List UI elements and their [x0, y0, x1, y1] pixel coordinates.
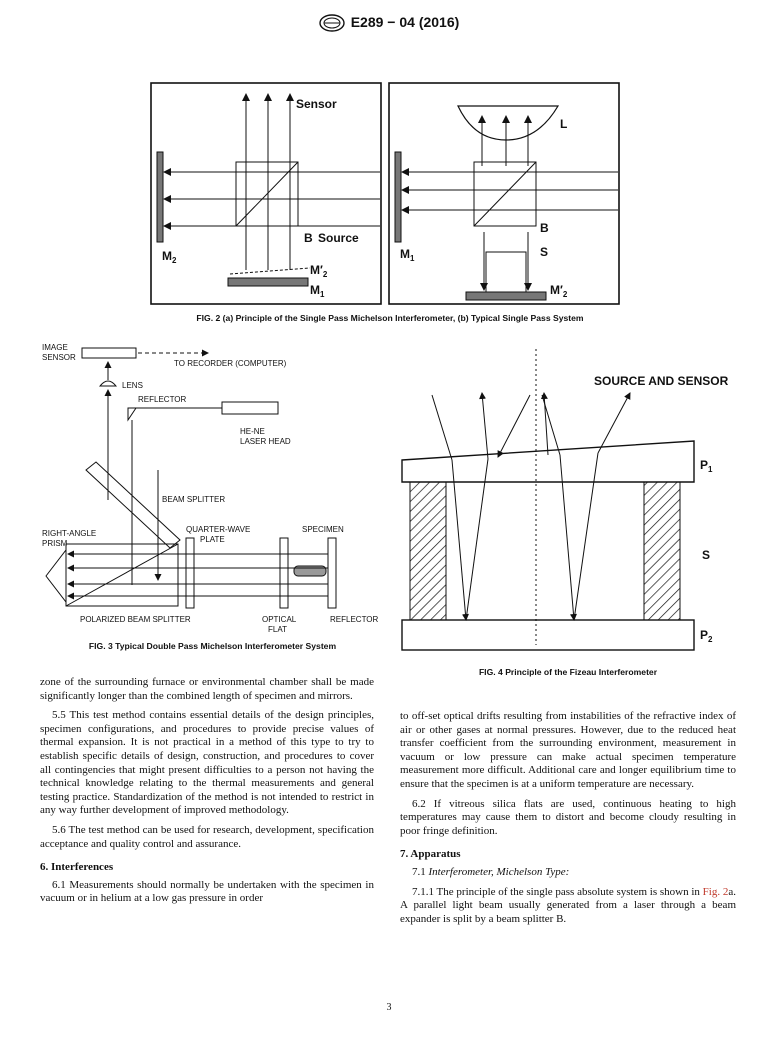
paragraph-5-6: 5.6 The test method can be used for research, development, specification acceptance and quality control and assurance. [40, 823, 374, 850]
paragraph-6-2: 6.2 If vitreous silica flats are used, continuous heating to high temperatures may cause them to distort and become cloudy resulting in poor fringe definition. [400, 797, 736, 837]
figure-4 [398, 345, 738, 657]
label-b2: B [540, 221, 549, 235]
label-specimen: SPECIMEN [302, 525, 344, 534]
label-l: L [560, 117, 568, 131]
label-recorder: TO RECORDER (COMPUTER) [174, 359, 287, 368]
astm-logo-icon [319, 14, 345, 32]
paragraph-6-1: 6.1 Measurements should normally be undertaken with the specimen in vacuum or in helium at a low gas pressure in order [40, 878, 374, 905]
label-m2-prime: $M'_2$ [310, 263, 328, 279]
label-source: Source [318, 231, 359, 245]
label-laser-head: LASER HEAD [240, 437, 291, 446]
label-m2p-b: $M'_2$ [550, 283, 568, 299]
document-header [0, 14, 778, 32]
label-flat: FLAT [268, 625, 287, 634]
label-polarized: POLARIZED BEAM SPLITTER [80, 615, 191, 624]
label-source-sensor: SOURCE AND SENSOR [594, 374, 729, 388]
label-reflector-top: REFLECTOR [138, 395, 187, 404]
figure-3-caption: FIG. 3 Typical Double Pass Michelson Interferometer System [88, 641, 337, 651]
label-m2: $M_2$ [162, 249, 177, 265]
label-beam-splitter: BEAM SPLITTER [162, 495, 226, 504]
paragraph: to off-set optical drifts resulting from instabilities of the refractive index of air or other gases at normal pressures. However, due to the reduced heat transfer coefficient from the surrounding environment, measurement in vacuum or low pressure can make actual specimen temperature measurement more difficult. Additional care and longer equilibrium time to ensure that the specimen is at a uniform temperature are necessary. [400, 710, 736, 790]
label-p1: $P_1$ [700, 458, 713, 474]
label-reflector-right: REFLECTOR [330, 615, 379, 624]
label-s: S [540, 245, 549, 259]
paragraph-7-1-1: 7.1.1 The principle of the single pass absolute system is shown in Fig. 2a. A parallel light beam usually generated from a laser through a beam expander is split by a beam splitter B. [400, 885, 736, 925]
label-plate: PLATE [200, 535, 225, 544]
label-m1b: $M_1$ [400, 247, 415, 263]
label-prism: PRISM [42, 539, 68, 548]
label-optical: OPTICAL [262, 615, 297, 624]
label-hene: HE-NE [240, 427, 265, 436]
label-image: IMAGE [42, 343, 68, 352]
label-m1: $M_1$ [310, 283, 325, 299]
heading-apparatus: 7. Apparatus [400, 848, 461, 861]
label-b: B [304, 231, 313, 245]
label-sensor: Sensor [296, 97, 337, 111]
figure-2b [388, 82, 620, 305]
label-sensor: SENSOR [42, 353, 76, 362]
paragraph-5-5: 5.5 This test method contains essential details of the design principles, specimen configurations, and procedures to provide precise values of thermal expansion. It is not practical in a method of this type to try to establish specific details of design, construction, and procedures to cover all contingencies that might present difficulties to a person not having the technical knowledge relating to the thermal measurements and general testing practice. Standardization of the method is not intended to restrict in any way further development of improved methodology. [40, 709, 374, 817]
label-right-angle: RIGHT-ANGLE [42, 529, 97, 538]
figure-2a [150, 82, 382, 305]
page-number: 3 [386, 1002, 392, 1013]
heading-interferences: 6. Interferences [40, 861, 114, 874]
label-quarter-wave: QUARTER-WAVE [186, 525, 251, 534]
paragraph: zone of the surrounding furnace or environmental chamber shall be made significantly longer than the combined length of specimen and mirrors. [40, 676, 374, 702]
figure-4-caption: FIG. 4 Principle of the Fizeau Interferometer [478, 667, 658, 677]
left-column [40, 676, 374, 912]
fig-2-link[interactable]: Fig. 2 [702, 885, 729, 898]
figure-3 [40, 340, 385, 640]
standard-designation: E289 − 04 (2016) [350, 14, 460, 30]
right-column [400, 710, 736, 932]
label-s-fizeau: S [702, 548, 711, 562]
paragraph-7-1: 7.1 Interferometer, Michelson Type: [412, 865, 570, 878]
figure-2-caption: FIG. 2 (a) Principle of the Single Pass Michelson Interferometer, (b) Typical Single Pass System [196, 313, 584, 323]
label-lens: LENS [122, 381, 143, 390]
label-p2: $P_2$ [700, 628, 713, 644]
